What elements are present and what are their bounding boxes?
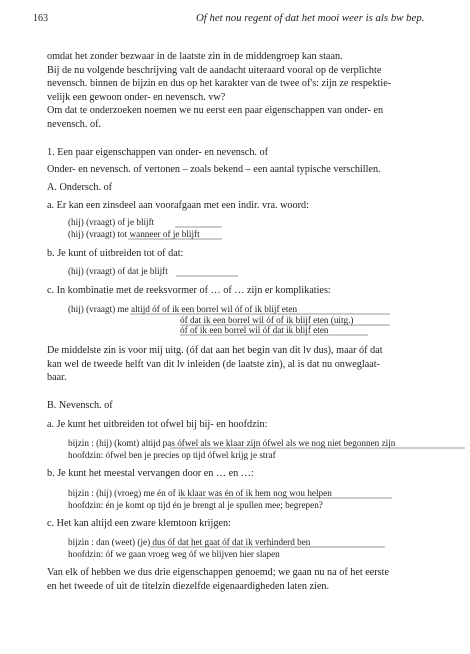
example-c-1: (hij) (vraagt) me altijd óf of ik een borrel wil óf of ik blijf eten xyxy=(68,304,298,314)
example-a-1: (hij) (vraagt) of je blijft xyxy=(68,217,155,227)
subsection-b-label: B. Nevensch. of xyxy=(47,400,113,411)
example-b-1: (hij) (vraagt) of dat je blijft xyxy=(68,266,168,276)
intro-line-1: omdat het zonder bezwaar in de laatste zin in de middengroep kan staan. xyxy=(47,51,343,62)
item-bb-text: b. Je kunt het meestal vervangen door en … en …: xyxy=(47,468,254,479)
example-bb-2: hoofdzin: én je komt op tijd én je brengt al je spullen mee; begrepen? xyxy=(68,500,323,510)
item-c-text: c. In kombinatie met de reeksvormer of … of … zijn er komplikaties: xyxy=(47,285,331,296)
intro-line-5: Om dat te onderzoeken noemen we nu eerst een paar eigenschappen van onder- en xyxy=(47,105,384,116)
closing-line-1: Van elk of hebben we dus drie eigenschappen genoemd; we gaan nu na of het eerste xyxy=(47,567,390,578)
section-heading: 1. Een paar eigenschappen van onder- en nevensch. of xyxy=(47,147,268,158)
example-bc-1: bijzin : dan (weet) (je) dus óf dat het gaat óf dat ik verhinderd ben xyxy=(68,537,311,547)
intro-line-2: Bij de nu volgende beschrijving valt de aandacht uiteraard vooral op de verplichte xyxy=(47,65,382,76)
closing-line-2: en het tweede of uit de titelzin diezelfde eigenaardigheden laten zien. xyxy=(47,581,330,592)
discussion-line-2: kan wel de tweede helft van dit lv inleiden (de laatste zin), al is dat nu onweglaat- xyxy=(47,359,380,370)
item-ba-text: a. Je kunt het uitbreiden tot ofwel bij bij- en hoofdzin: xyxy=(47,419,268,430)
subsection-a-label: A. Ondersch. of xyxy=(47,182,113,193)
discussion-line-1: De middelste zin is voor mij uitg. (óf dat aan het begin van dit lv dus), maar óf dat xyxy=(47,345,383,356)
item-b-text: b. Je kunt of uitbreiden tot of dat: xyxy=(47,248,184,259)
example-c-2: óf dat ik een borrel wil óf of ik blijf eten (uitg.) xyxy=(180,315,354,325)
intro-line-6: nevensch. of. xyxy=(47,119,102,130)
page-number: 163 xyxy=(33,13,48,24)
section-intro: Onder- en nevensch. of vertonen – zoals bekend – een aantal typische verschillen. xyxy=(47,164,381,175)
example-ba-1: bijzin : (hij) (komt) altijd pas ófwel als we klaar zijn ófwel als we nog niet begonnen zijn xyxy=(68,438,396,448)
running-title: Of het nou regent of dat het mooi weer is als bw bep. xyxy=(196,12,425,24)
example-bc-2: hoofdzin: óf we gaan vroeg weg óf we blijven hier slapen xyxy=(68,549,280,559)
discussion-line-3: baar. xyxy=(47,372,67,383)
example-c-3: óf of ik een borrel wil óf dat ik blijf eten xyxy=(180,325,329,335)
item-bc-text: c. Het kan altijd een zware klemtoon krijgen: xyxy=(47,518,231,529)
example-a-2: (hij) (vraagt) tot wanneer of je blijft xyxy=(68,229,200,239)
example-ba-2: hoofdzin: ófwel ben je precies op tijd ófwel krijg je straf xyxy=(68,450,276,460)
item-a-text: a. Er kan een zinsdeel aan voorafgaan met een indir. vra. woord: xyxy=(47,200,309,211)
intro-line-3: nevensch. binnen de bijzin en dus op het karakter van de twee of's: zijn ze respektie- xyxy=(47,78,392,89)
example-bb-1: bijzin : (hij) (vroeg) me én of ik klaar was én of ik hem nog wou helpen xyxy=(68,488,332,498)
intro-line-4: velijk een gewoon onder- en nevensch. vw? xyxy=(47,92,226,103)
